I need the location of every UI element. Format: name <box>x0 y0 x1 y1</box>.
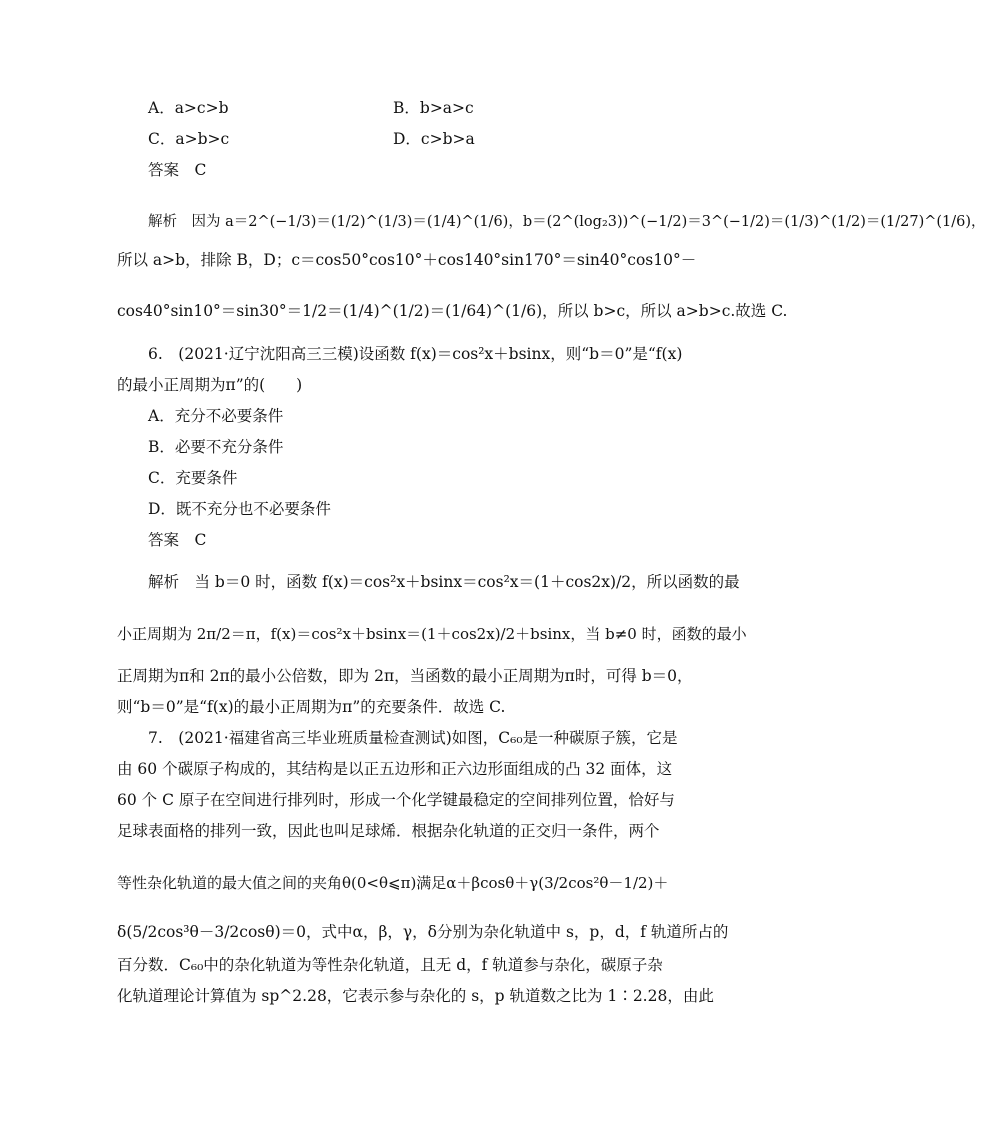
q7-line-3: 60 个 C 原子在空间进行排列时，形成一个化学键最稳定的空间排列位置，恰好与 <box>117 791 675 809</box>
q7-line-5: 等性杂化轨道的最大值之间的夹角θ(0<θ⩽π)满足α＋βcosθ＋γ(3/2cos²θ－1/2)＋ <box>117 874 669 892</box>
q5-option-d: D．c>b>a <box>393 130 475 148</box>
q7-line-1: 7. (2021·福建省高三毕业班质量检查测试)如图，C₆₀是一种碳原子簇，它是 <box>148 729 678 747</box>
q5-option-b: B．b>a>c <box>393 99 474 117</box>
q6-option-c: C．充要条件 <box>148 469 238 487</box>
q6-solution-line-4: 则“b＝0”是“f(x)的最小正周期为π”的充要条件．故选 C. <box>117 698 506 716</box>
q5-option-a: A．a>c>b <box>148 99 229 117</box>
q7-line-4: 足球表面格的排列一致，因此也叫足球烯．根据杂化轨道的正交归一条件，两个 <box>117 822 660 840</box>
q6-stem-line-1: 6. (2021·辽宁沈阳高三三模)设函数 f(x)＝cos²x＋bsinx，则“b＝0”是“f(x) <box>148 345 683 363</box>
q5-solution-line-2: 所以 a>b，排除 B，D；c＝cos50°cos10°＋cos140°sin170°＝sin40°cos10°－ <box>117 251 697 269</box>
q7-line-7: 百分数．C₆₀中的杂化轨道为等性杂化轨道，且无 d，f 轨道参与杂化，碳原子杂 <box>117 956 663 974</box>
q5-solution-line-1: 解析 因为 a＝2^(−1/3)＝(1/2)^(1/3)＝(1/4)^(1/6)，b＝(2^(log₂3))^(−1/2)＝3^(−1/2)＝(1/3)^(1/2)＝(1/27)^(1/6)， <box>148 214 986 230</box>
q6-option-d: D．既不充分也不必要条件 <box>148 500 331 518</box>
q7-line-6: δ(5/2cos³θ－3/2cosθ)＝0，式中α，β，γ，δ分别为杂化轨道中 s，p，d，f 轨道所占的 <box>117 923 729 941</box>
q6-option-b: B．必要不充分条件 <box>148 438 284 456</box>
q5-answer: 答案 C <box>148 161 207 179</box>
q6-solution-line-2: 小正周期为 2π/2＝π，f(x)＝cos²x＋bsinx＝(1＋cos2x)/2＋bsinx，当 b≠0 时，函数的最小 <box>117 625 747 643</box>
q6-answer: 答案 C <box>148 531 207 549</box>
q6-stem-line-2: 的最小正周期为π”的( ) <box>117 376 303 394</box>
q6-option-a: A．充分不必要条件 <box>148 407 284 425</box>
q7-line-8: 化轨道理论计算值为 sp^2.28，它表示参与杂化的 s，p 轨道数之比为 1∶2.28，由此 <box>117 987 714 1005</box>
q6-solution-line-1: 解析 当 b＝0 时，函数 f(x)＝cos²x＋bsinx＝cos²x＝(1＋cos2x)/2，所以函数的最 <box>148 573 740 591</box>
q7-line-2: 由 60 个碳原子构成的，其结构是以正五边形和正六边形面组成的凸 32 面体，这 <box>117 760 673 778</box>
q5-option-c: C．a>b>c <box>148 130 230 148</box>
q5-solution-line-3: cos40°sin10°＝sin30°＝1/2＝(1/4)^(1/2)＝(1/64)^(1/6)，所以 b>c，所以 a>b>c.故选 C. <box>117 302 788 320</box>
q6-solution-line-3: 正周期为π和 2π的最小公倍数，即为 2π，当函数的最小正周期为π时，可得 b＝0， <box>117 667 693 685</box>
